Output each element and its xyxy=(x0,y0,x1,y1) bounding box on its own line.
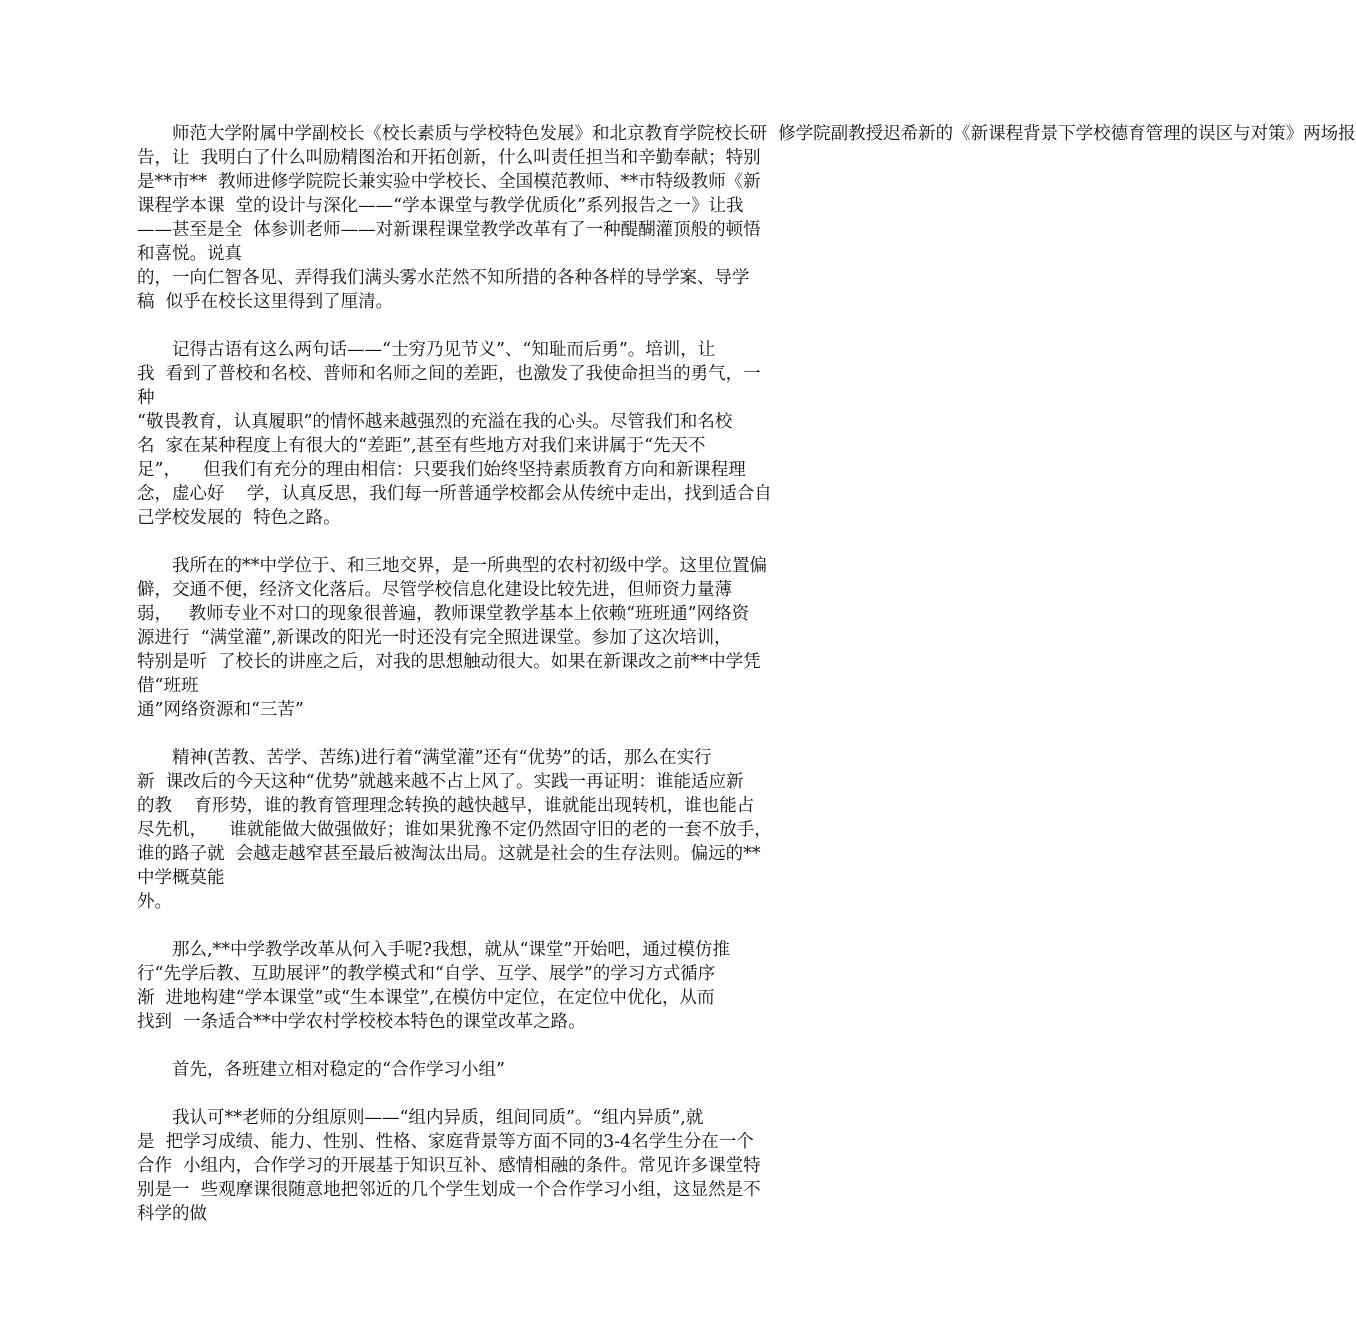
text-line: 谁的路子就 会越走越窄甚至最后被淘汰出局。这就是社会的生存法则。偏远的** xyxy=(137,844,761,864)
text-line: 告，让 我明白了什么叫励精图治和开拓创新，什么叫责任担当和辛勤奉献；特别 xyxy=(137,148,761,168)
text-line: 精神(苦教、苦学、苦练)进行着“满堂灌”还有“优势”的话，那么在实行 xyxy=(137,748,712,768)
text-line: 外。 xyxy=(137,892,172,912)
text-line: 渐 进地构建“学本课堂”或“生本课堂”,在模仿中定位，在定位中优化，从而 xyxy=(137,988,715,1008)
text-line: 特别是听 了校长的讲座之后，对我的思想触动很大。如果在新课改之前**中学凭 xyxy=(137,652,761,672)
text-line: 名 家在某种程度上有很大的“差距”,甚至有些地方对我们来讲属于“先天不 xyxy=(137,436,706,456)
paragraph xyxy=(137,938,813,1034)
text-line: 足”， 但我们有充分的理由相信：只要我们始终坚持素质教育方向和新课程理 xyxy=(137,460,746,480)
text-line: 我 看到了普校和名校、普师和名师之间的差距，也激发了我使命担当的勇气，一 xyxy=(137,364,761,384)
text-line: 尽先机， 谁就能做大做强做好；谁如果犹豫不定仍然固守旧的老的一套不放手， xyxy=(137,820,772,840)
text-line: “敬畏教育，认真履职”的情怀越来越强烈的充溢在我的心头。尽管我们和名校 xyxy=(137,412,733,432)
text-line: 我所在的**中学位于、和三地交界，是一所典型的农村初级中学。这里位置偏 xyxy=(137,556,767,576)
paragraph xyxy=(137,122,1356,314)
paragraph-spacing xyxy=(137,530,813,554)
text-line: 师范大学附属中学副校长《校长素质与学校特色发展》和北京教育学院校长研 修学院副教授迟希新的《新课程背景下学校德育管理的误区与对策》两场报 xyxy=(137,124,1356,144)
text-line: 新 课改后的今天这种“优势”就越来越不占上风了。实践一再证明：谁能适应新 xyxy=(137,772,744,792)
text-line: 我认可**老师的分组原则——“组内异质，组间同质”。“组内异质”,就 xyxy=(137,1108,704,1128)
paragraph xyxy=(137,746,813,914)
text-line: 合作 小组内，合作学习的开展基于知识互补、感情相融的条件。常见许多课堂特 xyxy=(137,1156,761,1176)
text-line: 别是一 些观摩课很随意地把邻近的几个学生划成一个合作学习小组，这显然是不 xyxy=(137,1180,761,1200)
paragraph xyxy=(137,338,813,530)
text-line: 是 把学习成绩、能力、性别、性格、家庭背景等方面不同的3-4名学生分在一个 xyxy=(137,1132,754,1152)
text-line: 稿 似乎在校长这里得到了厘清。 xyxy=(137,292,394,312)
paragraph-spacing xyxy=(137,722,813,746)
document-page xyxy=(137,122,1356,1226)
paragraph xyxy=(137,1106,813,1226)
text-line: 那么,**中学教学改革从何入手呢?我想，就从“课堂”开始吧，通过模仿推 xyxy=(137,940,730,960)
paragraph-spacing xyxy=(137,914,813,938)
text-line: 借“班班 xyxy=(137,676,199,696)
paragraph-spacing xyxy=(137,314,813,338)
text-line: 通”网络资源和“三苦” xyxy=(137,700,304,720)
text-line: 行“先学后教、互助展评”的教学模式和“自学、互学、展学”的学习方式循序 xyxy=(137,964,716,984)
text-line: 种 xyxy=(137,388,155,408)
paragraph-spacing xyxy=(137,1082,813,1106)
paragraph-spacing xyxy=(137,1034,813,1058)
text-line: 念，虚心好 学，认真反思，我们每一所普通学校都会从传统中走出，找到适合自 xyxy=(137,484,772,504)
text-line: 找到 一条适合**中学农村学校校本特色的课堂改革之路。 xyxy=(137,1012,586,1032)
text-line: 课程学本课 堂的设计与深化——“学本课堂与教学优质化”系列报告之一》让我 xyxy=(137,196,744,216)
text-line: 首先，各班建立相对稳定的“合作学习小组” xyxy=(137,1060,505,1080)
text-line: 的，一向仁智各见、弄得我们满头雾水茫然不知所措的各种各样的导学案、导学 xyxy=(137,268,750,288)
paragraph xyxy=(137,554,813,722)
text-line: ——甚至是全 体参训老师——对新课程课堂教学改革有了一种醍醐灌顶般的顿悟 xyxy=(137,220,761,240)
text-line: 和喜悦。说真 xyxy=(137,244,242,264)
text-line: 记得古语有这么两句话——“士穷乃见节义”、“知耻而后勇”。培训，让 xyxy=(137,340,716,360)
text-line: 的教 育形势，谁的教育管理理念转换的越快越早，谁就能出现转机，谁也能占 xyxy=(137,796,755,816)
text-line: 僻，交通不便，经济文化落后。尽管学校信息化建设比较先进，但师资力量薄 xyxy=(137,580,732,600)
text-line: 己学校发展的 特色之路。 xyxy=(137,508,341,528)
text-line: 弱， 教师专业不对口的现象很普遍，教师课堂教学基本上依赖“班班通”网络资 xyxy=(137,604,750,624)
text-line: 中学概莫能 xyxy=(137,868,225,888)
paragraph xyxy=(137,1058,813,1082)
text-line: 科学的做 xyxy=(137,1204,207,1224)
text-line: 源进行 “满堂灌”,新课改的阳光一时还没有完全照进课堂。参加了这次培训， xyxy=(137,628,732,648)
text-line: 是**市** 教师进修学院院长兼实验中学校长、全国模范教师、**市特级教师《新 xyxy=(137,172,761,192)
